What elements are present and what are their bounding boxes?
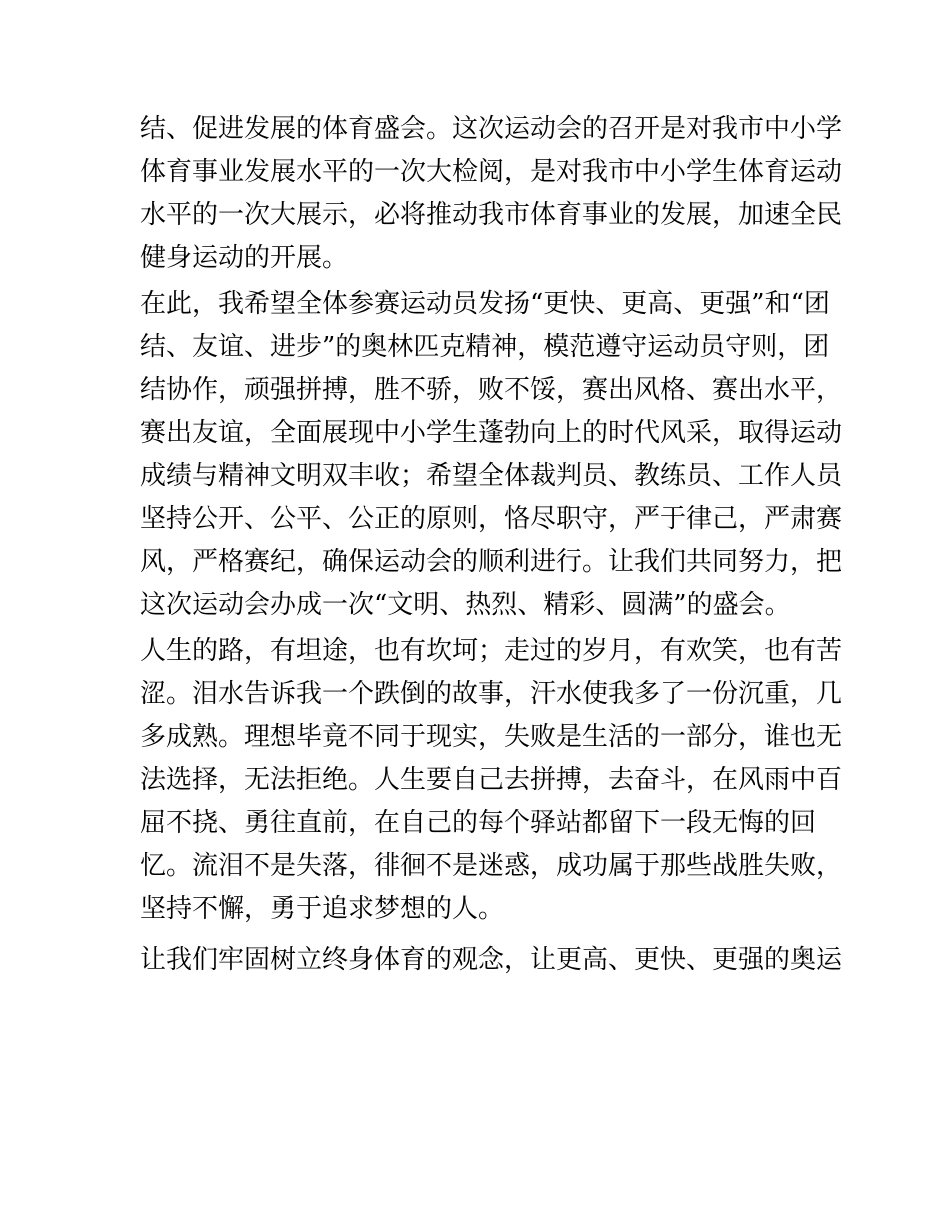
text-line: 体育事业发展水平的一次大检阅，是对我市中小学生体育运动 [140,157,843,187]
text-line: 结、友谊、进步”的奥林匹克精神，模范遵守运动员守则，团 [140,332,830,362]
text-line: 屈不挠、勇往直前，在自己的每个驿站都留下一段无悔的回 [140,808,817,838]
text-line: 风，严格赛纪，确保运动会的顺利进行。让我们共同努力，把 [140,547,843,577]
text-line: 结、促进发展的体育盛会。这次运动会的召开是对我市中小学 [140,114,843,144]
text-line: 多成熟。理想毕竟不同于现实，失败是生活的一部分，谁也无 [140,722,843,752]
text-line: 坚持不懈，勇于追求梦想的人。 [140,894,505,924]
text-line: 坚持公开、公平、公正的原则，恪尽职守，严于律己，严肃赛 [140,504,843,534]
paragraph-2 [140,283,843,627]
text-line: 这次运动会办成一次“文明、热烈、精彩、圆满”的盛会。 [140,590,791,620]
document-body [140,108,843,982]
text-line: 健身运动的开展。 [140,243,349,273]
text-line: 忆。流泪不是失落，徘徊不是迷惑，成功属于那些战胜失败， [140,851,843,881]
paragraph-4 [140,939,843,982]
text-line: 涩。泪水告诉我一个跌倒的故事，汗水使我多了一份沉重，几 [140,679,843,709]
paragraph-1 [140,108,843,280]
text-line: 在此，我希望全体参赛运动员发扬“更快、更高、更强”和“团 [140,289,830,319]
paragraph-3 [140,630,843,931]
text-line: 法选择，无法拒绝。人生要自己去拼搏，去奋斗，在风雨中百 [140,765,843,795]
text-line: 人生的路，有坦途，也有坎坷；走过的岁月，有欢笑，也有苦 [140,636,843,666]
text-line: 结协作，顽强拼搏，胜不骄，败不馁，赛出风格、赛出水平， [140,375,843,405]
text-line: 成绩与精神文明双丰收；希望全体裁判员、教练员、工作人员 [140,461,843,491]
text-line: 赛出友谊，全面展现中小学生蓬勃向上的时代风采，取得运动 [140,418,843,448]
text-line: 让我们牢固树立终身体育的观念，让更高、更快、更强的奥运 [140,945,843,975]
text-line: 水平的一次大展示，必将推动我市体育事业的发展，加速全民 [140,200,843,230]
